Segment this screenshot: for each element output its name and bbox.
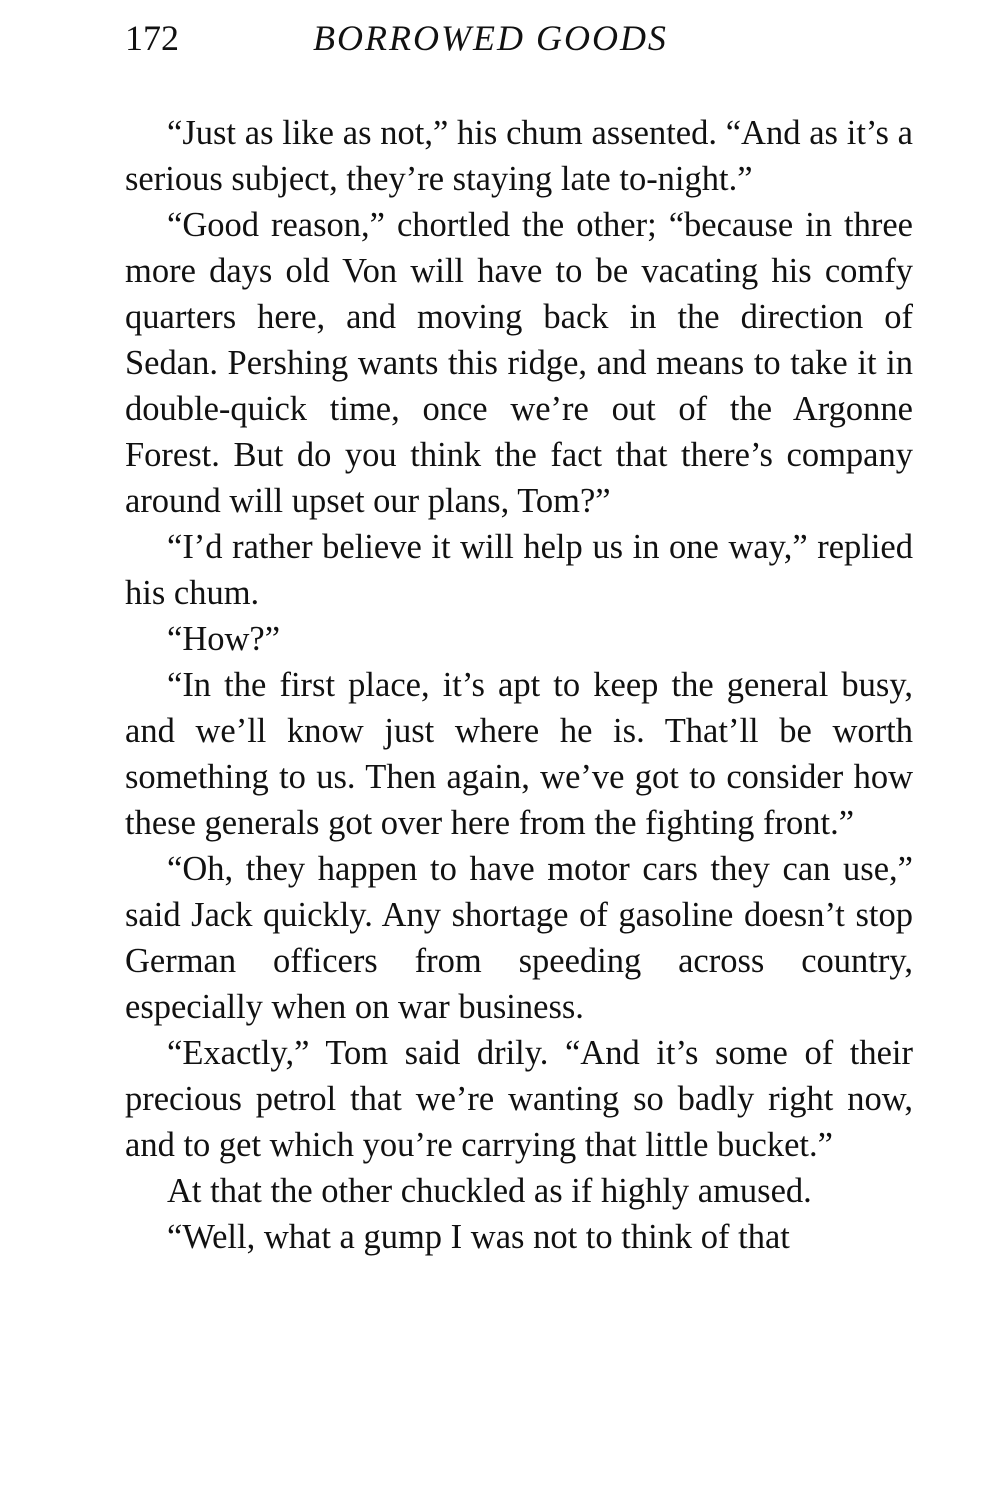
paragraph: “Exactly,” Tom said drily. “And it’s some of their precious petrol that we’re wanting so badly right now, and to get which you’re carrying that little bucket.” xyxy=(125,1034,913,1164)
running-title: BORROWED GOODS xyxy=(313,18,668,58)
paragraph: “I’d rather believe it will help us in one way,” replied his chum. xyxy=(125,528,913,612)
page-number: 172 xyxy=(125,18,179,58)
paragraph: “Just as like as not,” his chum assented. “And as it’s a serious subject, they’re staying late to-night.” xyxy=(125,114,913,198)
body-text xyxy=(125,110,913,1260)
paragraph: “Well, what a gump I was not to think of that xyxy=(167,1218,790,1256)
paragraph: “In the first place, it’s apt to keep the general busy, and we’ll know just where he is. That’ll be worth something to us. Then again, we’ve got to consider how these generals got over here from the fighting front.” xyxy=(125,666,913,842)
paragraph: “How?” xyxy=(167,620,281,658)
page-header xyxy=(125,12,915,64)
paragraph: “Oh, they happen to have motor cars they can use,” said Jack quickly. Any shortage of gasoline doesn’t stop German officers from speeding across country, especially when on war business. xyxy=(125,850,913,1026)
paragraph: At that the other chuckled as if highly amused. xyxy=(167,1172,812,1210)
paragraph: “Good reason,” chortled the other; “because in three more days old Von will have to be vacating his comfy quarters here, and moving back in the direction of Sedan. Pershing wants this ridge, and means to take it in double-quick time, once we’re out of the Argonne Forest. But do you think the fact that there’s company around will upset our plans, Tom?” xyxy=(125,206,913,520)
